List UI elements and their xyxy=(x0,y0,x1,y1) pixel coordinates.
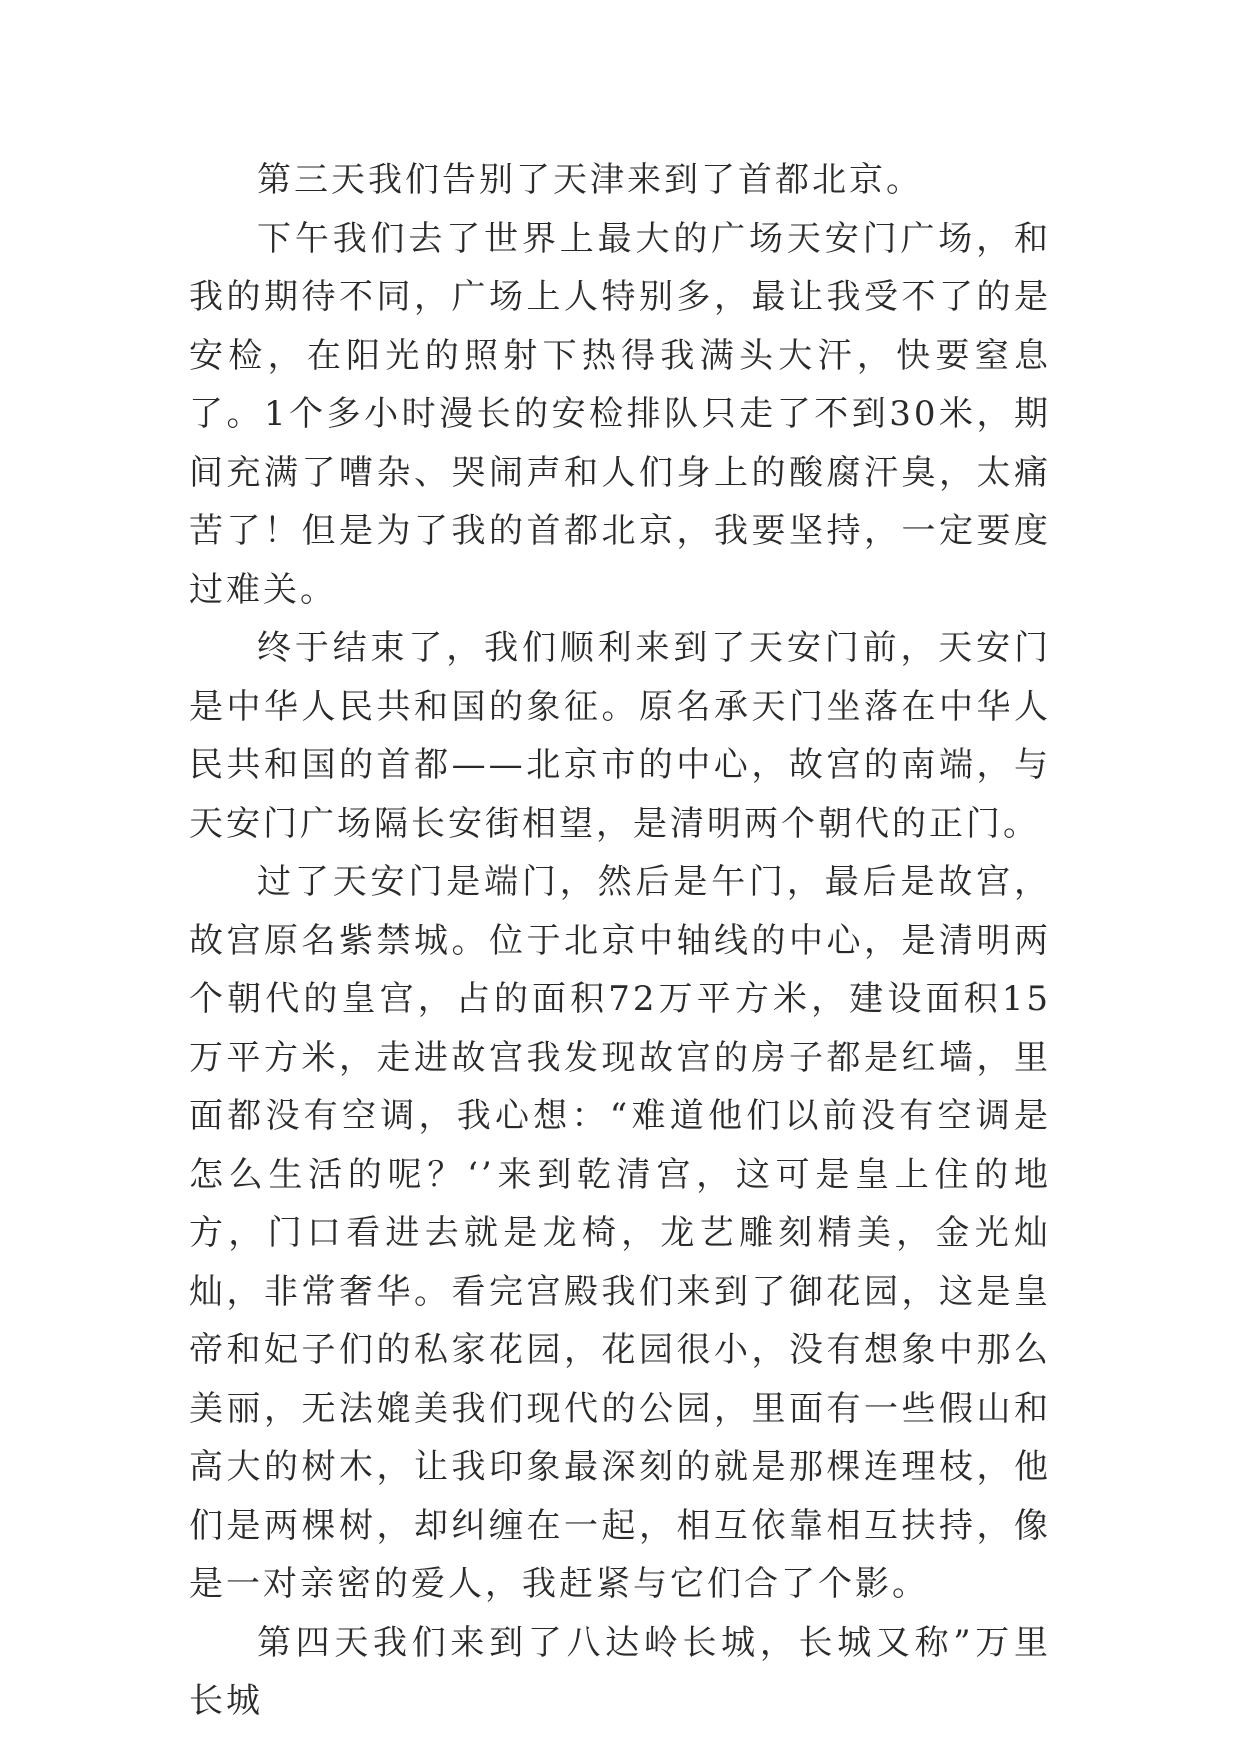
paragraph-great-wall: 第四天我们来到了八达岭长城，长城又称”万里长城 xyxy=(189,1622,1051,1721)
paragraph-forbidden-city: 过了天安门是端门，然后是午门，最后是故宫，故宫原名紫禁城。位于北京中轴线的中心，是清明两个朝代的皇宫，占的面积72万平方米，建设面积15万平方米，走进故宫我发现故宫的房子都是红墙，里面都没有空调，我心想：“难道他们以前没有空调是怎么生活的呢？‘’来到乾清宫，这可是皇上住的地方，门口看进去就是龙椅，龙艺雕刻精美，金光灿灿，非常奢华。看完宫殿我们来到了御花园，这是皇帝和妃子们的私家花园，花园很小，没有想象中那么美丽，无法媲美我们现代的公园，里面有一些假山和高大的树木，让我印象最深刻的就是那棵连理枝，他们是两棵树，却纠缠在一起，相互依靠相互扶持，像是一对亲密的爱人，我赶紧与它们合了个影。 xyxy=(189,862,1051,1604)
paragraph-day-three-arrival: 第三天我们告别了天津来到了首都北京。 xyxy=(257,160,923,200)
document-body xyxy=(189,151,1051,1731)
paragraph-tiananmen-gate: 终于结束了，我们顺利来到了天安门前，天安门是中华人民共和国的象征。原名承天门坐落在中华人民共和国的首都——北京市的中心，故宫的南端，与天安门广场隔长安街相望，是清明两个朝代的正门。 xyxy=(189,628,1051,844)
paragraph-tiananmen-square: 下午我们去了世界上最大的广场天安门广场，和我的期待不同，广场上人特别多，最让我受不了的是安检，在阳光的照射下热得我满头大汗，快要窒息了。1个多小时漫长的安检排队只走了不到30米，期间充满了嘈杂、哭闹声和人们身上的酸腐汗臭，太痛苦了！但是为了我的首都北京，我要坚持，一定要度过难关。 xyxy=(189,218,1051,610)
